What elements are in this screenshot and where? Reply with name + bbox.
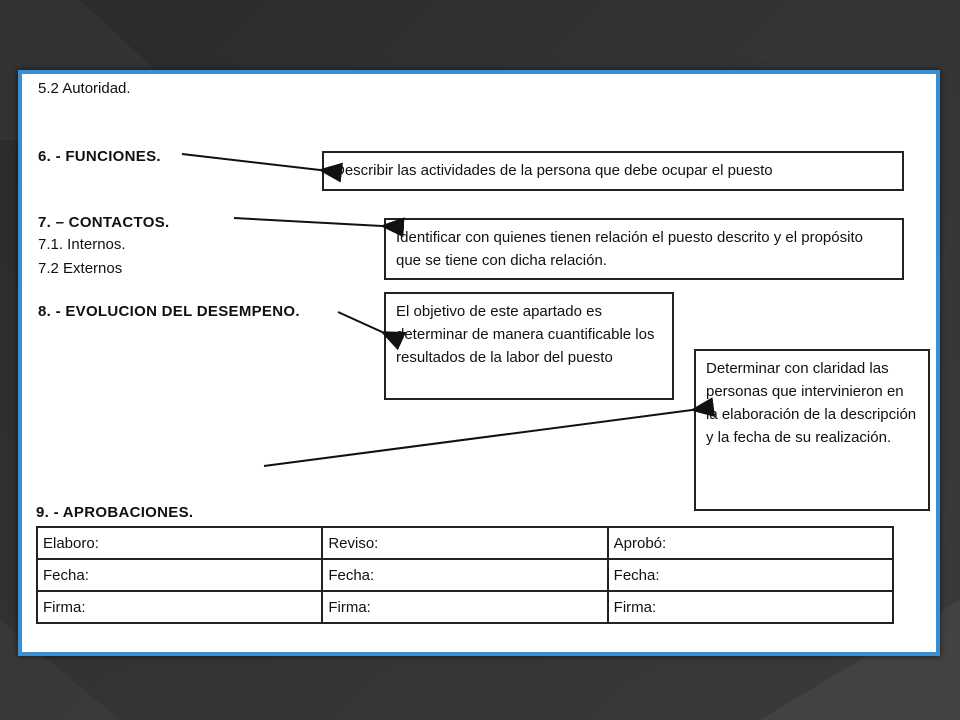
arrow-aprobaciones — [264, 410, 692, 466]
table-cell: Firma: — [322, 591, 607, 623]
section-9-heading: 9. - APROBACIONES. — [36, 504, 194, 521]
table-cell: Firma: — [608, 591, 893, 623]
arrow-evolucion — [338, 312, 382, 332]
table-cell: Reviso: — [322, 527, 607, 559]
section-6-heading: 6. - FUNCIONES. — [38, 148, 161, 165]
table-cell: Elaboro: — [37, 527, 322, 559]
arrow-funciones — [182, 154, 320, 170]
section-7-1: 7.1. Internos. — [38, 236, 126, 253]
callout-evolucion: El objetivo de este apartado es determinar de manera cuantificable los resultados de la labor del puesto — [384, 292, 674, 400]
callout-contactos: Identificar con quienes tienen relación el puesto descrito y el propósito que se tiene con dicha relación. — [384, 218, 904, 280]
approvals-table — [36, 526, 894, 624]
table-cell: Firma: — [37, 591, 322, 623]
section-7-heading: 7. – CONTACTOS. — [38, 214, 170, 231]
callout-aprobaciones: Determinar con claridad las personas que intervinieron en la elaboración de la descripción y la fecha de su realización. — [694, 349, 930, 511]
table-cell: Fecha: — [37, 559, 322, 591]
callout-funciones: Describir las actividades de la persona que debe ocupar el puesto — [322, 151, 904, 191]
section-5-2: 5.2 Autoridad. — [38, 80, 131, 97]
table-cell: Fecha: — [322, 559, 607, 591]
arrow-contactos — [234, 218, 382, 226]
table-row — [37, 591, 893, 623]
table-cell: Fecha: — [608, 559, 893, 591]
section-8-heading: 8. - EVOLUCION DEL DESEMPENO. — [38, 303, 300, 320]
table-row — [37, 527, 893, 559]
table-row — [37, 559, 893, 591]
document-page — [22, 74, 936, 652]
table-cell: Aprobó: — [608, 527, 893, 559]
section-7-2: 7.2 Externos — [38, 260, 123, 277]
slide-frame — [18, 70, 940, 656]
